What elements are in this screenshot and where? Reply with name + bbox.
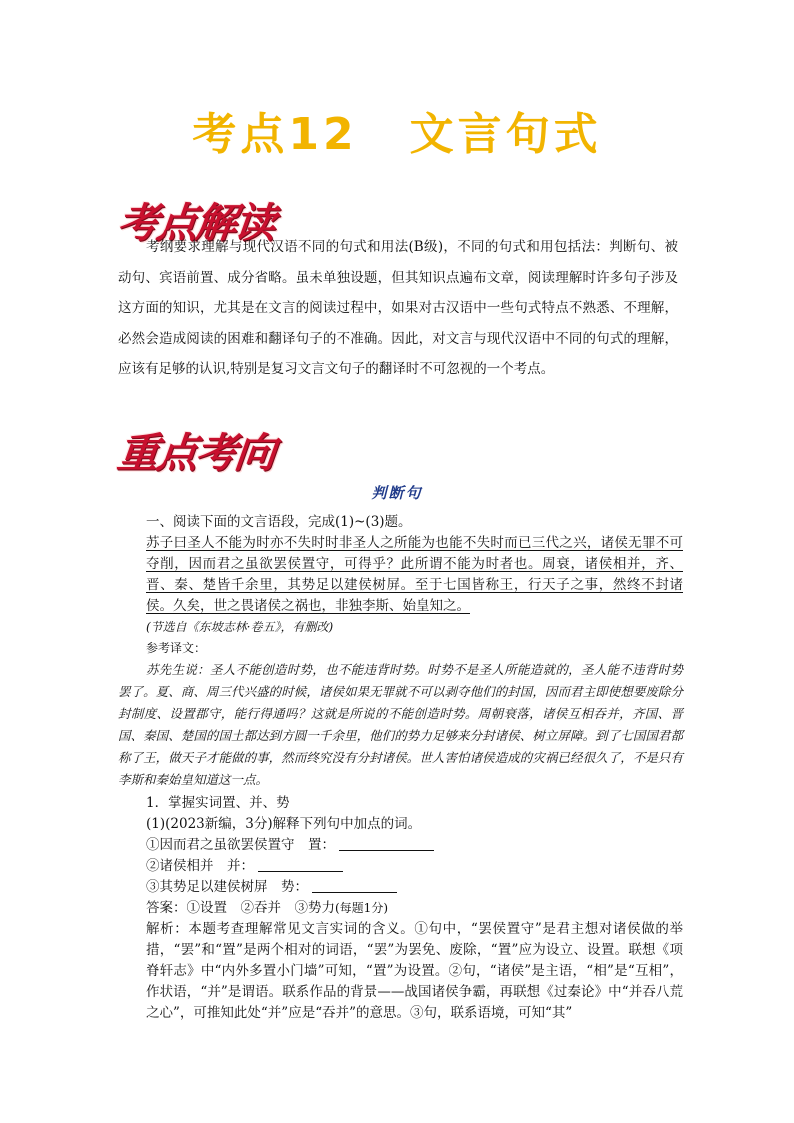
item-word: 置：	[308, 837, 335, 853]
item-row	[118, 877, 683, 898]
task-heading: 1．掌握实词置、并、势	[146, 795, 290, 811]
intro-paragraph: 考纲要求理解与现代汉语不同的句式和用法(B级)，不同的句式和用包括法：判断句、被动句、宾语前置、成分省略。虽未单独设题，但其知识点遍布文章，阅读理解时许多句子涉及这方面的知识，尤其是在文言的阅读过程中，如果对古汉语中一些句式特点不熟悉、不理解，必然会造成阅读的困难和翻译句子的不准确。因此，对文言与现代汉语中不同的句式的理解，应该有足够的认识,特别是复习文言文句子的翻译时不可忽视的一个考点。	[118, 239, 678, 377]
item-row	[118, 856, 683, 877]
subquestion: (1)(2023新编，3分)解释下列句中加点的词。	[146, 816, 422, 832]
answer-note: (每题1分)	[335, 901, 388, 915]
answer-row	[118, 898, 683, 919]
reference-translation: 苏先生说：圣人不能创造时势，也不能违背时势。时势不是圣人所能造就的，圣人能不违背时势罢了。夏、商、周三代兴盛的时候，诸侯如果无罪就不可以剥夺他们的封国，因而君主即使想要废除分封制度、设置郡守，能行得通吗？这就是所说的不能创造时势。周朝衰落，诸侯互相吞并，齐国、晋国、秦国、楚国的国土都达到方圆一千余里，他们的势力足够来分封诸侯、树立屏障。到了七国国君都称了王，做天子才能做的事，然而终究没有分封诸侯。世人害怕诸侯造成的灾祸已经很久了，不是只有李斯和秦始皇知道这一点。	[118, 662, 683, 787]
passage-text: 苏子曰圣人不能为时亦不失时时非圣人之所能为也能不失时而已三代之兴，诸侯无罪不可夺削，因而君之虽欲罢侯置守，可得乎？此所谓不能为时者也。周衰，诸侯相并，齐、晋、秦、楚皆千余里，其势足以建侯树屏。至于七国皆称王，行天子之事，然终不封诸侯。久矣，世之畏诸侯之祸也，非独李斯、始皇知之。	[146, 535, 683, 614]
item-sentence: ③其势足以建侯树屏	[146, 879, 268, 895]
answer-text: ①设置 ②吞并 ③势力	[186, 900, 335, 916]
item-sentence: ①因而君之虽欲罢侯置守	[146, 837, 295, 853]
passage-source: (节选自《东坡志林·卷五》，有删改)	[146, 620, 334, 634]
answer-blank[interactable]	[339, 836, 434, 851]
answer-blank[interactable]	[312, 878, 397, 893]
section-title: 判断句	[371, 484, 423, 502]
page-title	[0, 98, 794, 162]
item-sentence: ②诸侯相并	[146, 858, 214, 874]
answer-blank[interactable]	[258, 857, 343, 872]
answer-label: 答案：	[146, 900, 187, 916]
banner-kaodian-jiedu: 考点解读	[115, 199, 277, 247]
question-block	[118, 512, 683, 1024]
item-row	[118, 835, 683, 856]
item-word: 势：	[281, 879, 308, 895]
title-text: 文言句式	[409, 109, 602, 160]
title-number: 考点12	[192, 109, 358, 160]
analysis-text: 解析：本题考查理解常见文言实词的含义。①句中，“罢侯置守”是君主想对诸侯做的举措，“罢”和“置”是两个相对的词语，“罢”为罢免、废除，“置”应为设立、设置。联想《项脊轩志》中“内外多置小门墙”可知，“置”为设置。②句，“诸侯”是主语，“相”是“互相”，作状语，“并”是谓语。联系作品的背景——战国诸侯争霸，再联想《过秦论》中“并吞八荒之心”，可推知此处“并”应是“吞并”的意思。③句，联系语境，可知“其”	[146, 921, 683, 1021]
reference-label: 参考译文：	[146, 641, 207, 655]
question-intro: 一、阅读下面的文言语段，完成(1)~(3)题。	[146, 514, 412, 530]
banner-zhongdian-kaoxiang: 重点考向	[115, 429, 277, 477]
item-word: 并：	[227, 858, 254, 874]
